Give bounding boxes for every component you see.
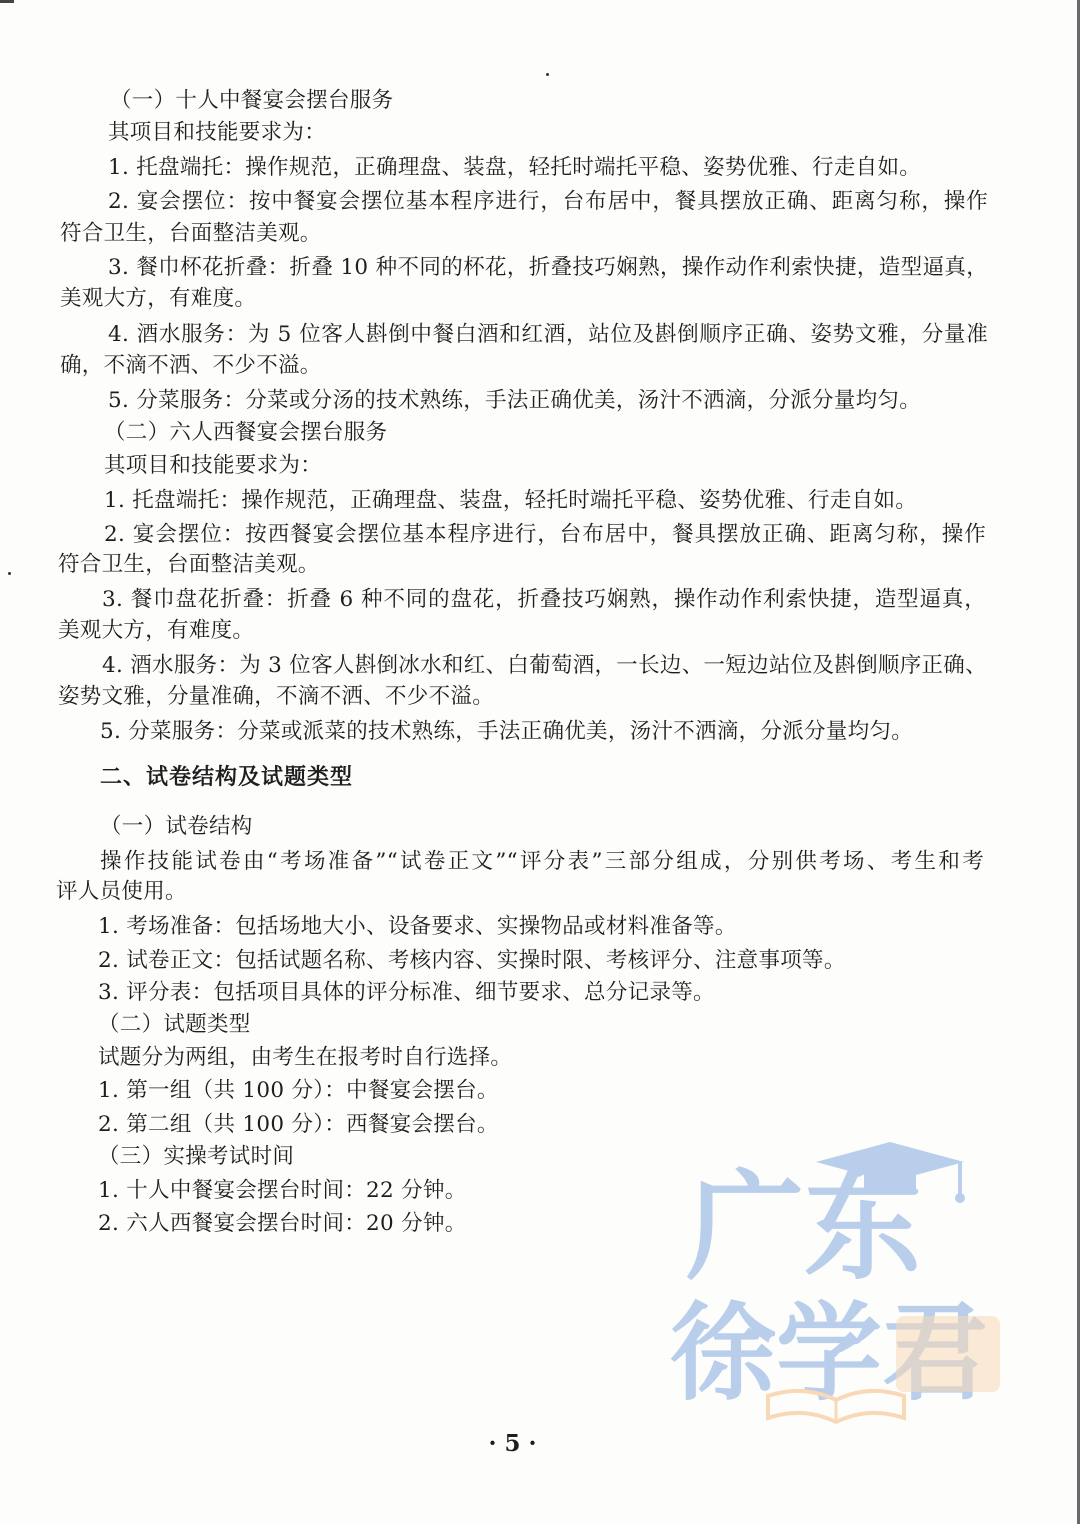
watermark-text-line-2: 徐学君: [670, 1292, 988, 1415]
watermark-orange-block: [896, 1316, 1000, 1392]
list-item: 3. 餐巾杯花折叠：折叠 10 种不同的杯花，折叠技巧娴熟，操作动作利索快捷，造型逼真，: [108, 255, 988, 280]
list-item: 1. 第一组（共 100 分）：中餐宴会摆台。: [98, 1078, 499, 1103]
list-item-continuation: 美观大方，有难度。: [58, 618, 255, 643]
paragraph-intro: 其项目和技能要求为：: [108, 120, 327, 145]
list-item: 2. 第二组（共 100 分）：西餐宴会摆台。: [98, 1112, 499, 1137]
list-item: 2. 宴会摆位：按中餐宴会摆位基本程序进行，台布居中，餐具摆放正确、距离匀称，操作: [108, 189, 988, 214]
list-item-continuation: 美观大方，有难度。: [60, 286, 257, 311]
watermark-logo: [668, 1128, 1008, 1428]
list-item-continuation: 姿势文雅，分量准确，不滴不洒、不少不溢。: [58, 684, 495, 709]
list-item: 2. 试卷正文：包括试题名称、考核内容、实操时限、考核评分、注意事项等。: [98, 948, 846, 973]
list-item: 4. 酒水服务：为 5 位客人斟倒中餐白酒和红酒，站位及斟倒顺序正确、姿势文雅，分量准: [108, 322, 988, 347]
list-item-continuation: 确，不滴不洒、不少不溢。: [60, 353, 322, 378]
list-item: 4. 酒水服务：为 3 位客人斟倒冰水和红、白葡萄酒，一长边、一短边站位及斟倒顺序正确、: [102, 653, 987, 678]
list-item: 2. 六人西餐宴会摆台时间：20 分钟。: [98, 1211, 467, 1236]
list-item: 3. 评分表：包括项目具体的评分标准、细节要求、总分记录等。: [98, 980, 715, 1005]
paragraph-continuation: 评人员使用。: [56, 879, 187, 904]
scan-speck: [8, 572, 11, 575]
list-item: 1. 托盘端托：操作规范，正确理盘、装盘，轻托时端托平稳、姿势优雅、行走自如。: [108, 155, 922, 180]
list-item: 2. 宴会摆位：按西餐宴会摆位基本程序进行，台布居中，餐具摆放正确、距离匀称，操作: [104, 522, 986, 547]
list-item: 1. 托盘端托：操作规范，正确理盘、装盘，轻托时端托平稳、姿势优雅、行走自如。: [104, 488, 918, 513]
list-item: 5. 分菜服务：分菜或分汤的技术熟练，手法正确优美，汤汁不洒滴，分派分量均匀。: [108, 388, 922, 413]
watermark-text-line-1: 广东: [686, 1158, 923, 1296]
subsection-title-exam-time: （三）实操考试时间: [98, 1144, 295, 1169]
list-item: 5. 分菜服务：分菜或派菜的技术熟练，手法正确优美，汤汁不洒滴，分派分量均匀。: [100, 719, 914, 744]
subsection-title-western-banquet: （二）六人西餐宴会摆台服务: [104, 420, 388, 445]
list-item: 1. 考场准备：包括场地大小、设备要求、实操物品或材料准备等。: [98, 914, 737, 939]
list-item-continuation: 符合卫生，台面整洁美观。: [58, 552, 320, 577]
section-heading: 二、试卷结构及试题类型: [100, 765, 354, 790]
subsection-title-chinese-banquet: （一）十人中餐宴会摆台服务: [110, 88, 394, 113]
list-item: 1. 十人中餐宴会摆台时间：22 分钟。: [98, 1178, 467, 1203]
paragraph-intro: 其项目和技能要求为：: [104, 453, 323, 478]
page-number: · 5 ·: [488, 1430, 537, 1457]
scan-corner-mark: [0, 0, 14, 3]
paragraph: 操作技能试卷由“考场准备”“试卷正文”“评分表”三部分组成，分别供考场、考生和考: [100, 849, 984, 874]
list-item: 3. 餐巾盘花折叠：折叠 6 种不同的盘花，折叠技巧娴熟，操作动作利索快捷，造型逼真，: [102, 587, 986, 612]
list-item-continuation: 符合卫生，台面整洁美观。: [60, 221, 322, 246]
subsection-title-question-types: （二）试题类型: [98, 1012, 251, 1037]
subsection-title-paper-structure: （一）试卷结构: [100, 814, 253, 839]
scan-speck: [546, 73, 549, 76]
paragraph: 试题分为两组，由考生在报考时自行选择。: [98, 1045, 513, 1070]
